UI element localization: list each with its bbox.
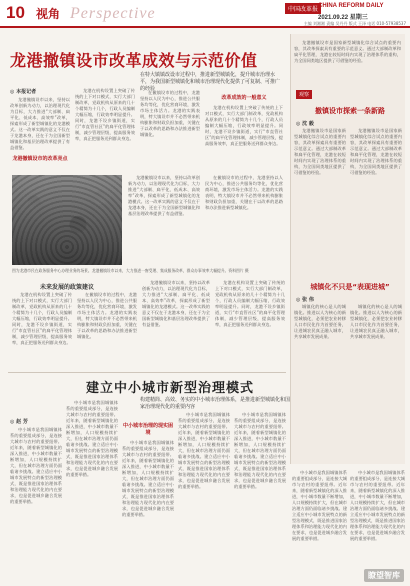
top-article-col-9 [142, 280, 210, 370]
bottom-article-body: 中小城市是我国城镇体系的重要组成部分，是连接大城市与农村的重要纽带。近年来，随着新型城镇化的深入推进，中小城市数量不断增加，人口规模持续扩大，但在城市治理方面仍面临诸多挑战。建立适应中小城市发展特点的新型治理模式，既是推进国家治理体系和治理能力现代化的内在要求，也是促进城乡融合发展的重要举措。 [10, 427, 62, 504]
top-article-body-left-repeat: 龙港撤镇设市以来，坚持以改革创新为动力，以治理现代化为目标，大力推进“大部制、扁平化、低成本、高效率”改革，探索形成了新型城镇化的龙港模式。这一改革实践的意义不仅在于龙港本身，还在于为全国新型城镇化和基层治理改革提供了有益借鉴。 [128, 175, 200, 216]
right-column-headline-1: 撤镇设市探索一条新路 [315, 107, 385, 115]
bottom-article-byline: ◎ 赵 芳 [10, 419, 28, 425]
right-column-body-2a: 城镇化的核心是人的城镇化。推进以人为核心的新型城镇化，必须把农业转移人口市民化作为首要任务，让进城农民真正融入城市，共享城市发展成果。 [294, 304, 346, 339]
top-article-col-8 [77, 292, 137, 370]
bottom-article-headline: 建立中小城市新型治理模式 [85, 381, 254, 396]
bottom-article-body-3: 中小城市是我国城镇体系的重要组成部分，是连接大城市与农村的重要纽带。近年来，随着新型城镇化的深入推进，中小城市数量不断增加，人口规模持续扩大，但在城市治理方面仍面临诸多挑战。建立适应中小城市发展特点的新型治理模式，既是推进国家治理体系和治理能力现代化的内在要求，也是促进城乡融合发展的重要举措。 [122, 440, 174, 517]
top-article-subhead-2: 改革成效的一般意义 [221, 95, 267, 101]
top-article-body-mid: 龙港在机构设置上突破了传统的上下对口模式，实行大部门制改革，党政机构从原来的几十个精简为十几个，行政人员编制大幅压缩，行政效率明显提升。同时，龙港不设乡镇街道，实行“市直管社区”的扁平化管理体制，减少管理层级，提高服务效率，真正把服务送到群众身边。 [75, 88, 135, 141]
right-column-text-2b [350, 304, 402, 462]
right-column-body-2b: 城镇化的核心是人的城镇化。推进以人为核心的新型城镇化，必须把农业转移人口市民化作为首要任务，让进城农民真正融入城市，共享城市发展成果。 [350, 304, 402, 339]
right-column-body-1b: 龙港撤镇设市是国家新型城镇化综合试点的重要内容，其改革探索具有重要的示范意义。通过大部制改革和扁平化管理，龙港在较短时间内实现了治理体系的重构，为全国同类地区提供了可借鉴的经验。 [350, 128, 402, 175]
top-article-body-left: 龙港撤镇设市以来，坚持以改革创新为动力，以治理现代化为目标，大力推进“大部制、扁平化、低成本、高效率”改革，探索形成了新型城镇化的龙港模式。这一改革实践的意义不仅在于龙港本身，还在于为全国新型城镇化和基层治理改革提供了有益借鉴。 [10, 97, 70, 150]
bottom-article-body-4: 中小城市是我国城镇体系的重要组成部分，是连接大城市与农村的重要纽带。近年来，随着新型城镇化的深入推进，中小城市数量不断增加，人口规模持续扩大，但在城市治理方面仍面临诸多挑战。建立适应中小城市发展特点的新型治理模式，既是推进国家治理体系和治理能力现代化的内在要求，也是促进城乡融合发展的重要举措。 [178, 412, 230, 489]
top-article-body-mid-repeat: 龙港在机构设置上突破了传统的上下对口模式，实行大部门制改革，党政机构从原来的几十个精简为十几个，行政人员编制大幅压缩，行政效率明显提升。同时，龙港不设乡镇街道，实行“市直管社区”的扁平化管理体制，减少管理层级，提高服务效率，真正把服务送到群众身边。 [205, 105, 283, 146]
right-column-headline-2: 城镇化不只是“表现进城” [310, 283, 390, 291]
top-article-body-right-repeat: 在撤镇设市的过程中，龙港坚持以人民为中心，推进公共服务均等化，优化营商环境，激发市场主体活力。龙港的实践表明，特大镇设市并不必然带来机构膨胀和财政负担加重，关键在于以改革的思路和办法推进新型城镇化。 [205, 175, 283, 210]
news-photo [12, 175, 122, 265]
right-column-top-text [294, 40, 401, 85]
top-article-col-6 [205, 175, 283, 267]
photo-caption: 图为龙港市民在政务服务中心办理业务的场景。龙港撤镇设市以来，大力推进一窗受理、集成服务改革，群众办事效率大幅提升。资料图片 摄 [12, 268, 249, 273]
top-article-body-left-2: 龙港撤镇设市以来，坚持以改革创新为动力，以治理现代化为目标，大力推进“大部制、扁平化、低成本、高效率”改革，探索形成了新型城镇化的龙港模式。这一改革实践的意义不仅在于龙港本身，还在于为全国新型城镇化和基层治理改革提供了有益借鉴。 [142, 280, 210, 327]
top-article-body-right-2: 在撤镇设市的过程中，龙港坚持以人民为中心，推进公共服务均等化，优化营商环境，激发市场主体活力。龙港的实践表明，特大镇设市并不必然带来机构膨胀和财政负担加重，关键在于以改革的思路和办法推进新型城镇化。 [77, 292, 137, 339]
page-header [0, 0, 410, 28]
bottom-article-col-3 [122, 418, 174, 580]
bottom-article-body-5: 中小城市是我国城镇体系的重要组成部分，是连接大城市与农村的重要纽带。近年来，随着新型城镇化的深入推进，中小城市数量不断增加，人口规模持续扩大，但在城市治理方面仍面临诸多挑战。建立适应中小城市发展特点的新型治理模式，既是推进国家治理体系和治理能力现代化的内在要求，也是促进城乡融合发展的重要举措。 [234, 412, 286, 489]
bottom-article-subhead: 中小城市治理的现实困境 [122, 423, 173, 436]
top-article-body-mid-2: 龙港在机构设置上突破了传统的上下对口模式，实行大部门制改革，党政机构从原来的几十个精简为十几个，行政人员编制大幅压缩，行政效率明显提升。同时，龙港不设乡镇街道，实行“市直管社区”的扁平化管理体制，减少管理层级，提高服务效率，真正把服务送到群众身边。 [12, 292, 72, 345]
right-column-top-body: 龙港撤镇设市是国家新型城镇化综合试点的重要内容，其改革探索具有重要的示范意义。通过大部制改革和扁平化管理，龙港在较短时间内实现了治理体系的重构，为全国同类地区提供了可借鉴的经验。 [294, 40, 401, 63]
bottom-article-body-2: 中小城市是我国城镇体系的重要组成部分，是连接大城市与农村的重要纽带。近年来，随着新型城镇化的深入推进，中小城市数量不断增加，人口规模持续扩大，但在城市治理方面仍面临诸多挑战。建立适应中小城市发展特点的新型治理模式，既是推进国家治理体系和治理能力现代化的内在要求，也是促进城乡融合发展的重要举措。 [66, 400, 118, 477]
bottom-article-col-7 [350, 470, 405, 570]
top-article-deck: 在特大镇镇改设市过程中，推进新型城镇化，提升城市治理水平，为我国新型城镇化和城市治理现代化提供了可复制、可推广的经验 [140, 72, 281, 92]
newspaper-name-en: CHINA REFORM DAILY [318, 3, 384, 9]
top-article-subhead-3: 未来发展的政策建议 [39, 284, 94, 291]
top-article-body-right: 在撤镇设市的过程中，龙港坚持以人民为中心，推进公共服务均等化，优化营商环境，激发市场主体活力。龙港的实践表明，特大镇设市并不必然带来机构膨胀和财政负担加重，关键在于以改革的思路和办法推进新型城镇化。 [140, 90, 200, 137]
top-article-headline: 龙港撤镇设市改革成效与示范价值 [10, 51, 258, 70]
top-article-col-5 [128, 175, 200, 267]
top-article-subhead-1: 龙港撤镇设市的改革亮点 [12, 156, 68, 162]
bottom-article-col-4 [178, 412, 230, 580]
top-article-col-10 [215, 280, 285, 370]
right-column-tag: 观察 [296, 90, 312, 99]
top-article-col-4 [205, 90, 283, 170]
right-column-author-2: ◎ 张 伟 [296, 297, 314, 303]
right-column-text-2a [294, 304, 346, 462]
top-article-body-mid-3: 龙港在机构设置上突破了传统的上下对口模式，实行大部门制改革，党政机构从原来的几十个精简为十几个，行政人员编制大幅压缩，行政效率明显提升。同时，龙港不设乡镇街道，实行“市直管社区”的扁平化管理体制，减少管理层级，提高服务效率，真正把服务送到群众身边。 [215, 280, 285, 327]
right-column-body-1a: 龙港撤镇设市是国家新型城镇化综合试点的重要内容，其改革探索具有重要的示范意义。通过大部制改革和扁平化管理，龙港在较短时间内实现了治理体系的重构，为全国同类地区提供了可借鉴的经验。 [294, 128, 346, 175]
bottom-article-body-7: 中小城市是我国城镇体系的重要组成部分，是连接大城市与农村的重要纽带。近年来，随着新型城镇化的深入推进，中小城市数量不断增加，人口规模持续扩大，但在城市治理方面仍面临诸多挑战。建立适应中小城市发展特点的新型治理模式，既是推进国家治理体系和治理能力现代化的内在要求，也是促进城乡融合发展的重要举措。 [350, 470, 405, 541]
bottom-article-col-1 [10, 418, 62, 580]
right-column-text-1a [294, 128, 346, 278]
bottom-article-body-6: 中小城市是我国城镇体系的重要组成部分，是连接大城市与农村的重要纽带。近年来，随着新型城镇化的深入推进，中小城市数量不断增加，人口规模持续扩大，但在城市治理方面仍面临诸多挑战。建立适应中小城市发展特点的新型治理模式，既是推进国家治理体系和治理能力现代化的内在要求，也是促进城乡融合发展的重要举措。 [292, 470, 347, 541]
top-article-byline: ◎ 本报记者 [10, 89, 37, 95]
right-column-author-1: ◎ 沈 毅 [296, 121, 314, 127]
bottom-article-col-6 [292, 470, 347, 580]
section-title: 视角 [36, 7, 61, 21]
section-title-en: Perspective [70, 5, 156, 22]
bottom-article-col-5 [234, 412, 286, 580]
newspaper-badge: 中国改革报 [285, 3, 321, 14]
top-article-col-2 [75, 88, 135, 172]
top-article-col-3 [140, 90, 200, 174]
watermark: 瞭望智库 [364, 569, 404, 582]
page-number: 10 [6, 3, 25, 22]
editor-credits: 主编 刘湘湘 责编 吴丹丹 版式 王泽 电话 010-57938537 [303, 21, 406, 26]
section-divider [8, 372, 286, 373]
top-article-col-1 [10, 88, 70, 172]
bottom-article-col-2 [66, 400, 118, 580]
right-column-text-1b [350, 128, 402, 278]
bottom-article-deck: 构建精简、高效、务实的中小城市治理体系，是推进新型城镇化和国家治理现代化的重要内容 [140, 397, 291, 410]
top-article-col-7 [12, 292, 72, 370]
issue-date: 2021.09.22 星期三 [318, 15, 368, 21]
